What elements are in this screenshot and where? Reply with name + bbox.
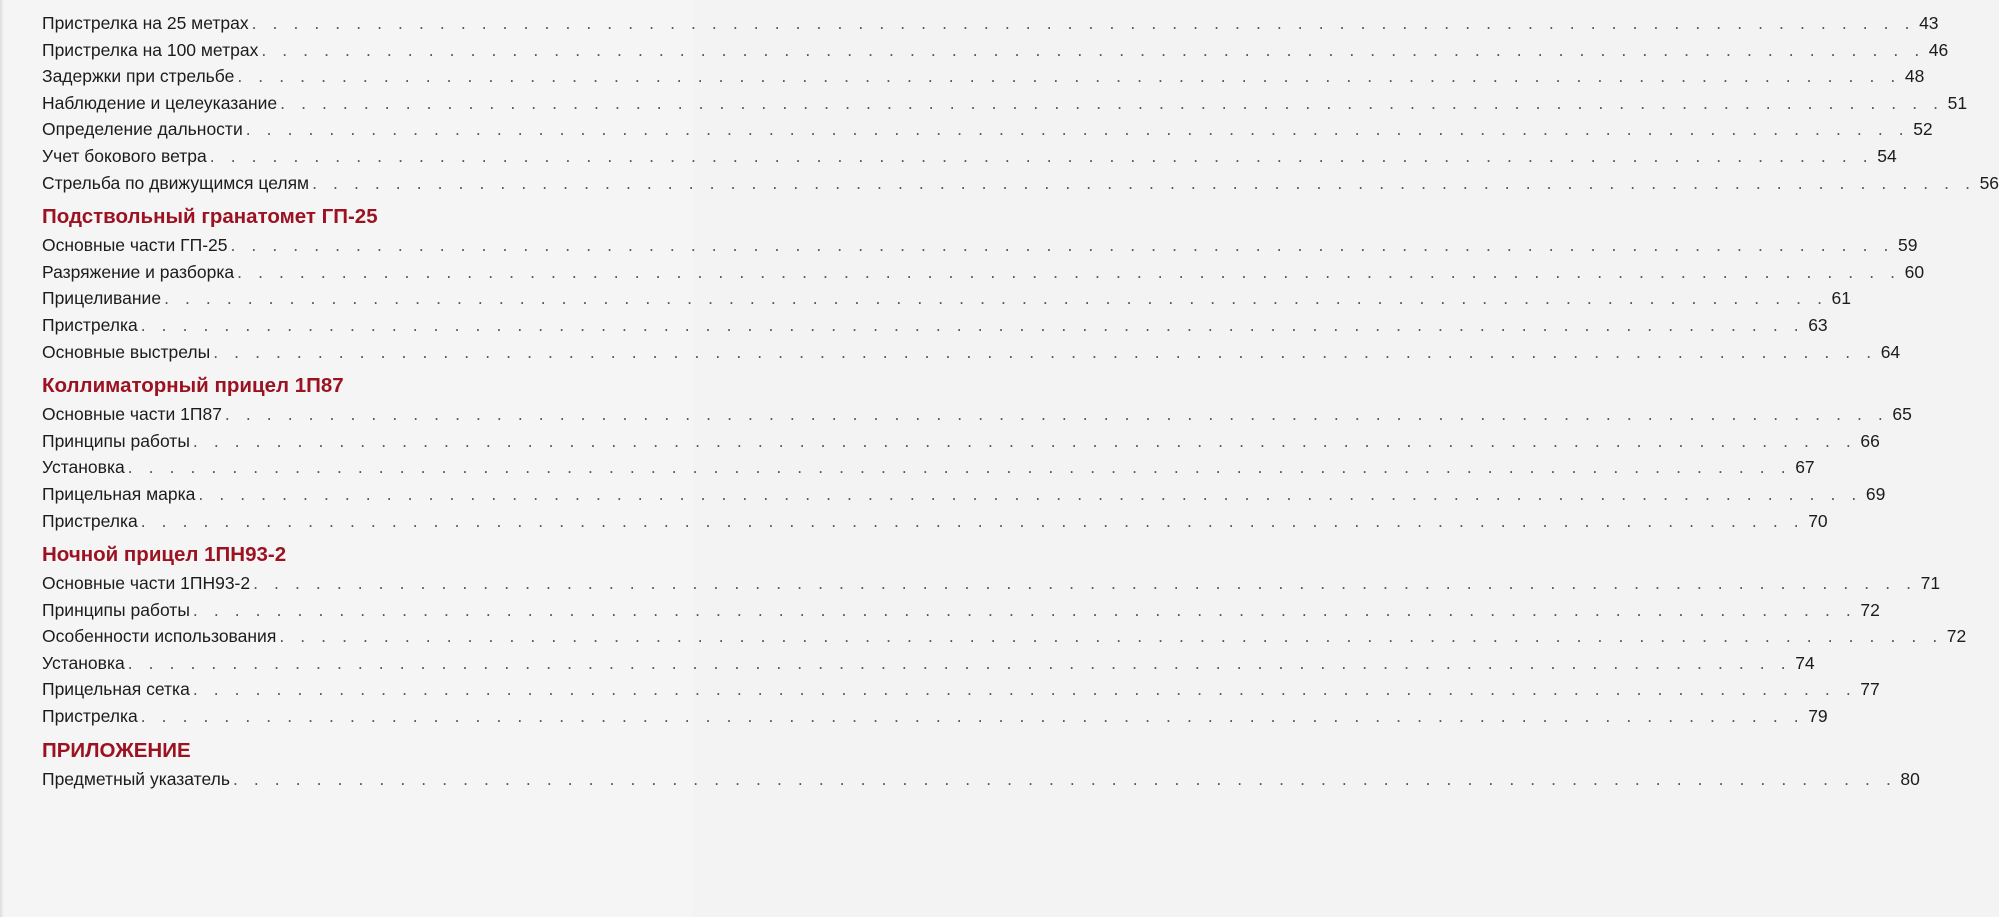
toc-entry[interactable]: [42, 143, 1897, 170]
toc-entry-page-number: 80: [1900, 768, 1920, 789]
toc-entry[interactable]: [42, 312, 1828, 339]
toc-entry-page-number: 65: [1892, 404, 1912, 425]
toc-entry-title: Прицельная марка: [42, 483, 196, 504]
toc-entry-title: Пристрелка: [42, 314, 138, 335]
toc-entry-page-number: 79: [1808, 706, 1828, 727]
toc-entry-title: Принципы работы: [42, 430, 190, 451]
toc-entry-page-number: 70: [1808, 510, 1828, 531]
dot-leader: . . . . . . . . . . . . . . . . . . . . . . . . . . . . . . . . . . . . . . . . . . . . . . . . . . . . . . . . . . . . . . . . . . . . . . . . . . . . . . . .: [224, 404, 1889, 425]
toc-entry[interactable]: [42, 259, 1925, 286]
dot-leader: . . . . . . . . . . . . . . . . . . . . . . . . . . . . . . . . . . . . . . . . . . . . . . . . . . . . . . . . . . . . . . . . . . . . . . . . . . . . . . . .: [253, 573, 1917, 594]
section-heading: Ночной прицел 1ПН93-2: [42, 543, 287, 567]
toc-entry[interactable]: [42, 508, 1828, 535]
dot-leader: . . . . . . . . . . . . . . . . . . . . . . . . . . . . . . . . . . . . . . . . . . . . . . . . . . . . . . . . . . . . . . . . . . . . . . . . . . . . . . . .: [237, 261, 1901, 282]
toc-entry-page-number: 54: [1877, 145, 1897, 166]
toc-entry-page-number: 71: [1920, 573, 1941, 594]
page-edge-shadow: [0, 0, 4, 917]
toc-entry[interactable]: [42, 570, 1941, 597]
toc-entry-title: Основные части 1ПН93-2: [42, 573, 251, 594]
toc-entry-page-number: 64: [1880, 341, 1901, 362]
toc-entry-page-number: 48: [1904, 66, 1925, 87]
dot-leader: . . . . . . . . . . . . . . . . . . . . . . . . . . . . . . . . . . . . . . . . . . . . . . . . . . . . . . . . . . . . . . . . . . . . . . . . . . . . . . . .: [261, 39, 1925, 60]
toc-entry-page-number: 60: [1904, 261, 1925, 282]
toc-section: [42, 738, 1920, 793]
toc-entry-title: Установка: [42, 457, 125, 478]
toc-entry[interactable]: [42, 623, 1967, 650]
dot-leader: . . . . . . . . . . . . . . . . . . . . . . . . . . . . . . . . . . . . . . . . . . . . . . . . . . . . . . . . . . . . . . . . . . . . . . . . . . . . . . . .: [237, 66, 1901, 87]
toc-entry-title: Учет бокового ветра: [42, 145, 207, 166]
toc-entry-title: Пристрелка: [42, 510, 138, 531]
dot-leader: . . . . . . . . . . . . . . . . . . . . . . . . . . . . . . . . . . . . . . . . . . . . . . . . . . . . . . . . . . . . . . . . . . . . . . . . . . . . . . . .: [245, 119, 1910, 140]
toc-entry[interactable]: [42, 703, 1828, 730]
toc-entry-title: Основные части ГП-25: [42, 235, 228, 256]
dot-leader: . . . . . . . . . . . . . . . . . . . . . . . . . . . . . . . . . . . . . . . . . . . . . . . . . . . . . . . . . . . . . . . . . . . . . . . . . . . . . . . .: [140, 314, 1805, 335]
toc-entry[interactable]: [42, 10, 1939, 37]
dot-leader: . . . . . . . . . . . . . . . . . . . . . . . . . . . . . . . . . . . . . . . . . . . . . . . . . . . . . . . . . . . . . . . . . . . . . . . . . . . . . . . .: [251, 13, 1916, 33]
toc-entry-title: Пристрелка: [42, 706, 138, 727]
table-of-contents: [42, 10, 1999, 792]
toc-entry[interactable]: [42, 676, 1880, 703]
toc-entry[interactable]: [42, 454, 1815, 481]
toc-entry-page-number: 59: [1897, 235, 1918, 256]
toc-entry-page-number: 51: [1947, 92, 1968, 113]
toc-entry-title: Задержки при стрельбе: [42, 66, 235, 87]
toc-section: [42, 373, 1912, 534]
toc-entry[interactable]: [42, 232, 1918, 259]
toc-entry[interactable]: [42, 597, 1880, 624]
dot-leader: . . . . . . . . . . . . . . . . . . . . . . . . . . . . . . . . . . . . . . . . . . . . . . . . . . . . . . . . . . . . . . . . . . . . . . . . . . . . . . . .: [140, 510, 1805, 531]
toc-entry-title: Прицеливание: [42, 288, 162, 309]
toc-entry[interactable]: [42, 37, 1949, 64]
toc-entry[interactable]: [42, 339, 1901, 366]
dot-leader: . . . . . . . . . . . . . . . . . . . . . . . . . . . . . . . . . . . . . . . . . . . . . . . . . . . . . . . . . . . . . . . . . . . . . . . . . . . . . . . .: [198, 483, 1862, 504]
toc-entry-page-number: 72: [1860, 599, 1880, 620]
section-heading: Подствольный гранатомет ГП-25: [42, 205, 378, 229]
toc-entry[interactable]: [42, 481, 1886, 508]
toc-entry-page-number: 67: [1795, 457, 1815, 478]
toc-entry-page-number: 52: [1913, 119, 1933, 140]
toc-entry-title: Определение дальности: [42, 119, 243, 140]
toc-entry-page-number: 66: [1860, 430, 1880, 451]
toc-entry-title: Основные выстрелы: [42, 341, 211, 362]
dot-leader: . . . . . . . . . . . . . . . . . . . . . . . . . . . . . . . . . . . . . . . . . . . . . . . . . . . . . . . . . . . . . . . . . . . . . . . . . . . . . . . .: [209, 145, 1874, 166]
dot-leader: . . . . . . . . . . . . . . . . . . . . . . . . . . . . . . . . . . . . . . . . . . . . . . . . . . . . . . . . . . . . . . . . . . . . . . . . . . . . . . . .: [164, 288, 1828, 309]
toc-entry-title: Пристрелка на 100 метрах: [42, 39, 259, 60]
dot-leader: . . . . . . . . . . . . . . . . . . . . . . . . . . . . . . . . . . . . . . . . . . . . . . . . . . . . . . . . . . . . . . . . . . . . . . . . . . . . . . . .: [279, 626, 1943, 647]
toc-entry-page-number: 74: [1795, 652, 1815, 673]
dot-leader: . . . . . . . . . . . . . . . . . . . . . . . . . . . . . . . . . . . . . . . . . . . . . . . . . . . . . . . . . . . . . . . . . . . . . . . . . . . . . . . .: [127, 457, 1792, 478]
toc-entry[interactable]: [42, 63, 1925, 90]
toc-section: [42, 204, 1925, 365]
dot-leader: . . . . . . . . . . . . . . . . . . . . . . . . . . . . . . . . . . . . . . . . . . . . . . . . . . . . . . . . . . . . . . . . . . . . . . . . . . . . . . . .: [213, 341, 1877, 362]
toc-entry-page-number: 61: [1831, 288, 1851, 309]
section-heading: Коллиматорный прицел 1П87: [42, 374, 344, 398]
toc-entry-title: Предметный указатель: [42, 768, 230, 789]
dot-leader: . . . . . . . . . . . . . . . . . . . . . . . . . . . . . . . . . . . . . . . . . . . . . . . . . . . . . . . . . . . . . . . . . . . . . . . . . . . . . . . .: [280, 92, 1944, 113]
toc-entry-page-number: 63: [1808, 314, 1828, 335]
toc-entry-title: Установка: [42, 652, 125, 673]
toc-entry-page-number: 56: [1979, 172, 1999, 193]
dot-leader: . . . . . . . . . . . . . . . . . . . . . . . . . . . . . . . . . . . . . . . . . . . . . . . . . . . . . . . . . . . . . . . . . . . . . . . . . . . . . . . .: [232, 768, 1897, 789]
section-heading: ПРИЛОЖЕНИЕ: [42, 738, 191, 762]
dot-leader: . . . . . . . . . . . . . . . . . . . . . . . . . . . . . . . . . . . . . . . . . . . . . . . . . . . . . . . . . . . . . . . . . . . . . . . . . . . . . . . .: [192, 679, 1857, 700]
toc-section: [42, 10, 1999, 196]
toc-entry[interactable]: [42, 401, 1912, 428]
toc-entry-title: Принципы работы: [42, 599, 190, 620]
dot-leader: . . . . . . . . . . . . . . . . . . . . . . . . . . . . . . . . . . . . . . . . . . . . . . . . . . . . . . . . . . . . . . . . . . . . . . . . . . . . . . . .: [140, 706, 1805, 727]
toc-entry[interactable]: [42, 428, 1880, 455]
toc-entry[interactable]: [42, 766, 1920, 793]
toc-entry-title: Наблюдение и целеуказание: [42, 92, 278, 113]
toc-entry[interactable]: [42, 170, 1999, 197]
toc-entry[interactable]: [42, 285, 1851, 312]
toc-entry[interactable]: [42, 650, 1815, 677]
toc-entry-page-number: 43: [1919, 13, 1939, 33]
dot-leader: . . . . . . . . . . . . . . . . . . . . . . . . . . . . . . . . . . . . . . . . . . . . . . . . . . . . . . . . . . . . . . . . . . . . . . . . . . . . . . . .: [127, 652, 1792, 673]
toc-entry-page-number: 69: [1865, 483, 1886, 504]
toc-section: [42, 542, 1967, 730]
toc-entry-title: Прицельная сетка: [42, 679, 190, 700]
toc-entry-title: Пристрелка на 25 метрах: [42, 13, 249, 33]
toc-entry-title: Основные части 1П87: [42, 404, 222, 425]
toc-entry-title: Особенности использования: [42, 626, 277, 647]
dot-leader: . . . . . . . . . . . . . . . . . . . . . . . . . . . . . . . . . . . . . . . . . . . . . . . . . . . . . . . . . . . . . . . . . . . . . . . . . . . . . . . .: [230, 235, 1894, 256]
toc-entry[interactable]: [42, 90, 1968, 117]
toc-entry-page-number: 72: [1946, 626, 1967, 647]
toc-entry-page-number: 77: [1860, 679, 1880, 700]
dot-leader: . . . . . . . . . . . . . . . . . . . . . . . . . . . . . . . . . . . . . . . . . . . . . . . . . . . . . . . . . . . . . . . . . . . . . . . . . . . . . . . .: [312, 172, 1976, 193]
dot-leader: . . . . . . . . . . . . . . . . . . . . . . . . . . . . . . . . . . . . . . . . . . . . . . . . . . . . . . . . . . . . . . . . . . . . . . . . . . . . . . . .: [192, 599, 1857, 620]
toc-entry[interactable]: [42, 116, 1933, 143]
toc-entry-title: Стрельба по движущимся целям: [42, 172, 310, 193]
toc-entry-page-number: 46: [1928, 39, 1949, 60]
dot-leader: . . . . . . . . . . . . . . . . . . . . . . . . . . . . . . . . . . . . . . . . . . . . . . . . . . . . . . . . . . . . . . . . . . . . . . . . . . . . . . . .: [192, 430, 1857, 451]
toc-entry-title: Разряжение и разборка: [42, 261, 235, 282]
